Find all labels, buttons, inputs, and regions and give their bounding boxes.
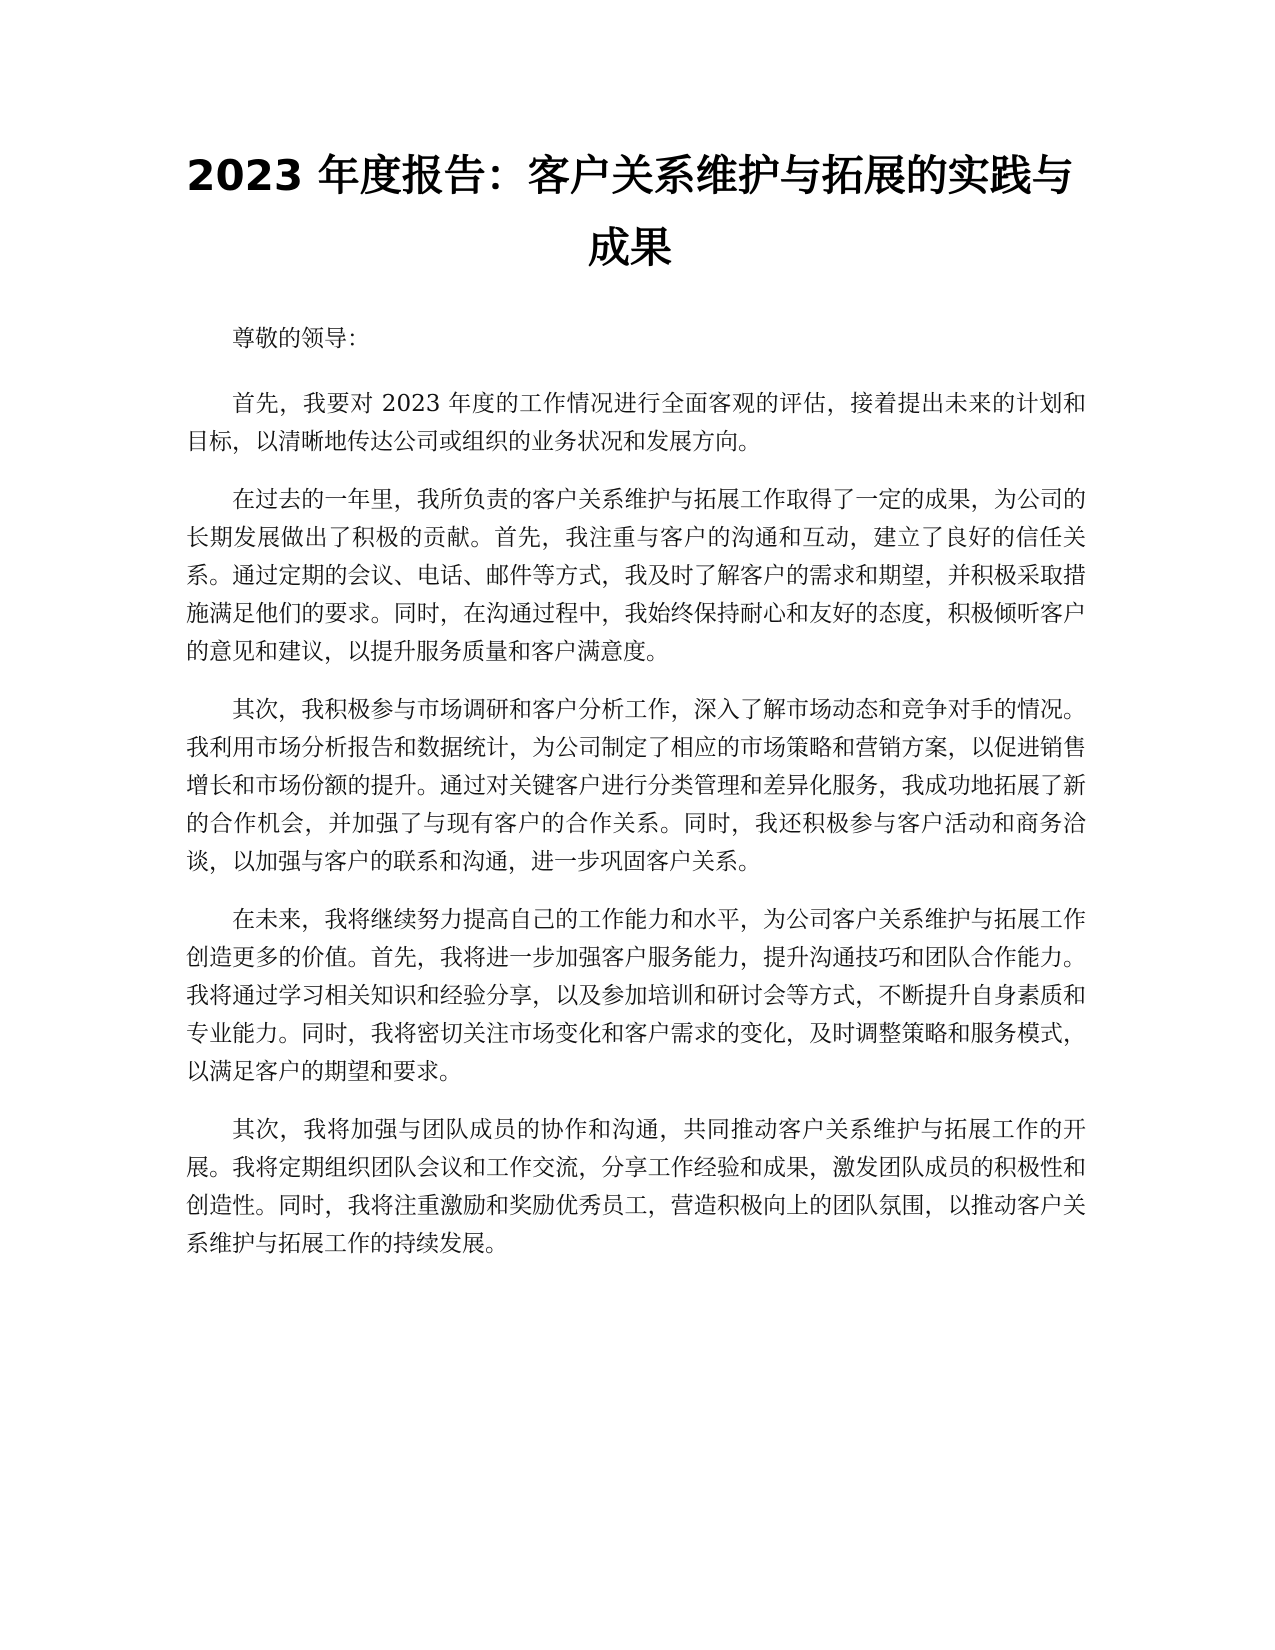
- salutation: 尊敬的领导：: [232, 326, 370, 352]
- paragraph-3: 其次，我积极参与市场调研和客户分析工作，深入了解市场动态和竞争对手的情况。我利用市场分析报告和数据统计，为公司制定了相应的市场策略和营销方案，以促进销售增长和市场份额的提升。通过对关键客户进行分类管理和差异化服务，我成功地拓展了新的合作机会，并加强了与现有客户的合作关系。同时，我还积极参与客户活动和商务洽谈，以加强与客户的联系和沟通，进一步巩固客户关系。: [186, 697, 1086, 875]
- paragraph-5: 其次，我将加强与团队成员的协作和沟通，共同推动客户关系维护与拓展工作的开展。我将定期组织团队会议和工作交流，分享工作经验和成果，激发团队成员的积极性和创造性。同时，我将注重激励和奖励优秀员工，营造积极向上的团队氛围，以推动客户关系维护与拓展工作的持续发展。: [186, 1117, 1086, 1257]
- document-title: 2023 年度报告：客户关系维护与拓展的实践与成果: [186, 151, 1074, 272]
- document-body: [186, 320, 1086, 1283]
- paragraph-4: 在未来，我将继续努力提高自己的工作能力和水平，为公司客户关系维护与拓展工作创造更多的价值。首先，我将进一步加强客户服务能力，提升沟通技巧和团队合作能力。我将通过学习相关知识和经验分享，以及参加培训和研讨会等方式，不断提升自身素质和专业能力。同时，我将密切关注市场变化和客户需求的变化，及时调整策略和服务模式，以满足客户的期望和要求。: [186, 907, 1086, 1085]
- paragraph-1: 首先，我要对 2023 年度的工作情况进行全面客观的评估，接着提出未来的计划和目标，以清晰地传达公司或组织的业务状况和发展方向。: [186, 391, 1086, 455]
- paragraph-2: 在过去的一年里，我所负责的客户关系维护与拓展工作取得了一定的成果，为公司的长期发展做出了积极的贡献。首先，我注重与客户的沟通和互动，建立了良好的信任关系。通过定期的会议、电话、邮件等方式，我及时了解客户的需求和期望，并积极采取措施满足他们的要求。同时，在沟通过程中，我始终保持耐心和友好的态度，积极倾听客户的意见和建议，以提升服务质量和客户满意度。: [186, 487, 1086, 665]
